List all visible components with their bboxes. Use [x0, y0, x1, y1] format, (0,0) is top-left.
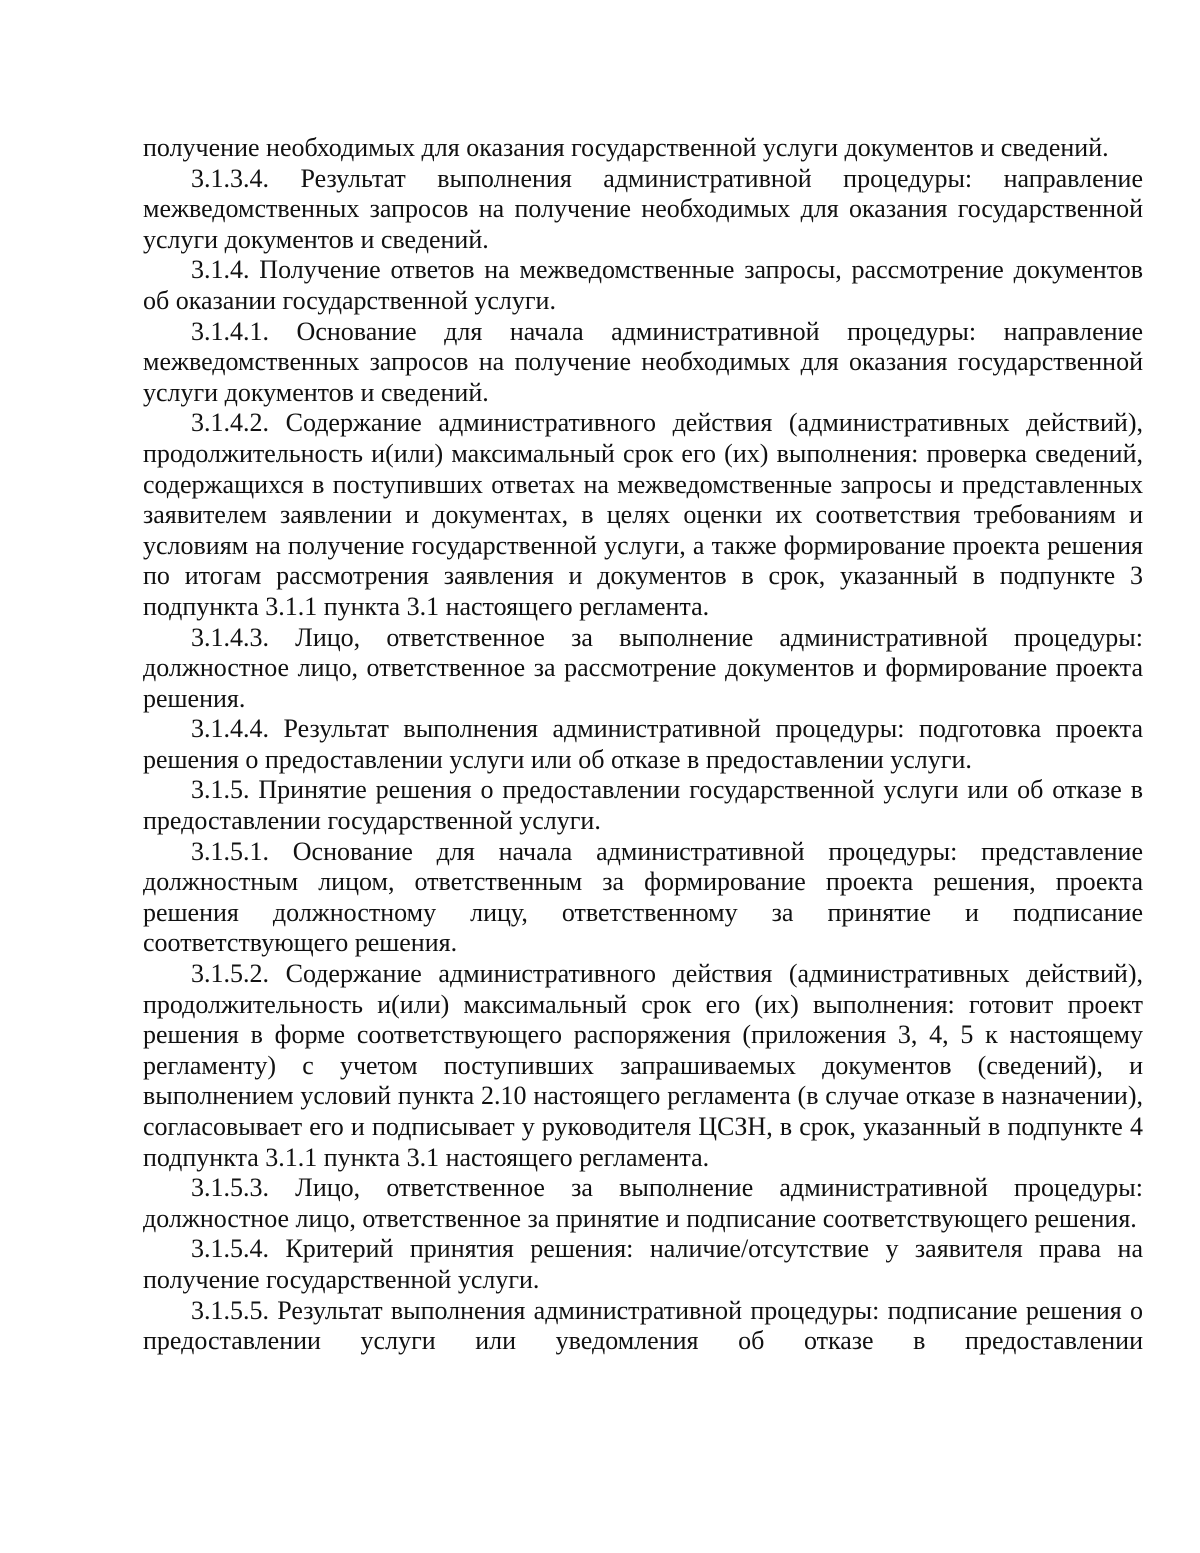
paragraph-3-1-5-3: 3.1.5.3. Лицо, ответственное за выполнение административной процедуры: должностное лицо, ответственное за принятие и подписание соответствующего решения.: [143, 1173, 1143, 1233]
paragraph-3-1-4-1: 3.1.4.1. Основание для начала административной процедуры: направление межведомственных запросов на получение необходимых для оказания государственной услуги документов и сведений.: [143, 316, 1143, 407]
paragraph-continuation: получение необходимых для оказания государственной услуги документов и сведений.: [143, 133, 1109, 162]
paragraph-3-1-4: 3.1.4. Получение ответов на межведомственные запросы, рассмотрение документов об оказании государственной услуги.: [143, 255, 1143, 315]
paragraph-3-1-5-5: 3.1.5.5. Результат выполнения административной процедуры: подписание решения о предоставлении услуги или уведомления об отказе в предоставлении: [143, 1295, 1143, 1356]
paragraph-3-1-5-1: 3.1.5.1. Основание для начала административной процедуры: представление должностным лицом, ответственным за формирование проекта решения, проекта решения должностному лицу, ответственному за принятие и подписание соответствующего решения.: [143, 836, 1143, 958]
paragraph-3-1-4-2: 3.1.4.2. Содержание административного действия (административных действий), продолжительность и(или) максимальный срок его (их) выполнения: проверка сведений, содержащихся в поступивших ответах на межведомственные запросы и представленных заявителем заявлении и документах, в целях оценки их соответствия требованиям и условиям на получение государственной услуги, а также формирование проекта решения по итогам рассмотрения заявления и документов в срок, указанный в подпункте 3 подпункта 3.1.1 пункта 3.1 настоящего регламента.: [143, 408, 1143, 621]
paragraph-3-1-3-4: 3.1.3.4. Результат выполнения административной процедуры: направление межведомственных запросов на получение необходимых для оказания государственной услуги документов и сведений.: [143, 163, 1143, 254]
document-body: [143, 133, 1143, 1357]
paragraph-3-1-5-2: 3.1.5.2. Содержание административного действия (административных действий), продолжительность и(или) максимальный срок его (их) выполнения: готовит проект решения в форме соответствующего распоряжения (приложения 3, 4, 5 к настоящему регламенту) с учетом поступивших запрашиваемых документов (сведений), и выполнением условий пункта 2.10 настоящего регламента (в случае отказе в назначении), согласовывает его и подписывает у руководителя ЦСЗН, в срок, указанный в подпункте 4 подпункта 3.1.1 пункта 3.1 настоящего регламента.: [143, 959, 1143, 1172]
paragraph-3-1-5-4: 3.1.5.4. Критерий принятия решения: наличие/отсутствие у заявителя права на получение государственной услуги.: [143, 1234, 1143, 1294]
paragraph-3-1-4-4: 3.1.4.4. Результат выполнения административной процедуры: подготовка проекта решения о предоставлении услуги или об отказе в предоставлении услуги.: [143, 714, 1143, 774]
paragraph-3-1-4-3: 3.1.4.3. Лицо, ответственное за выполнение административной процедуры: должностное лицо, ответственное за рассмотрение документов и формирование проекта решения.: [143, 622, 1143, 713]
paragraph-3-1-5: 3.1.5. Принятие решения о предоставлении государственной услуги или об отказе в предоставлении государственной услуги.: [143, 775, 1143, 836]
